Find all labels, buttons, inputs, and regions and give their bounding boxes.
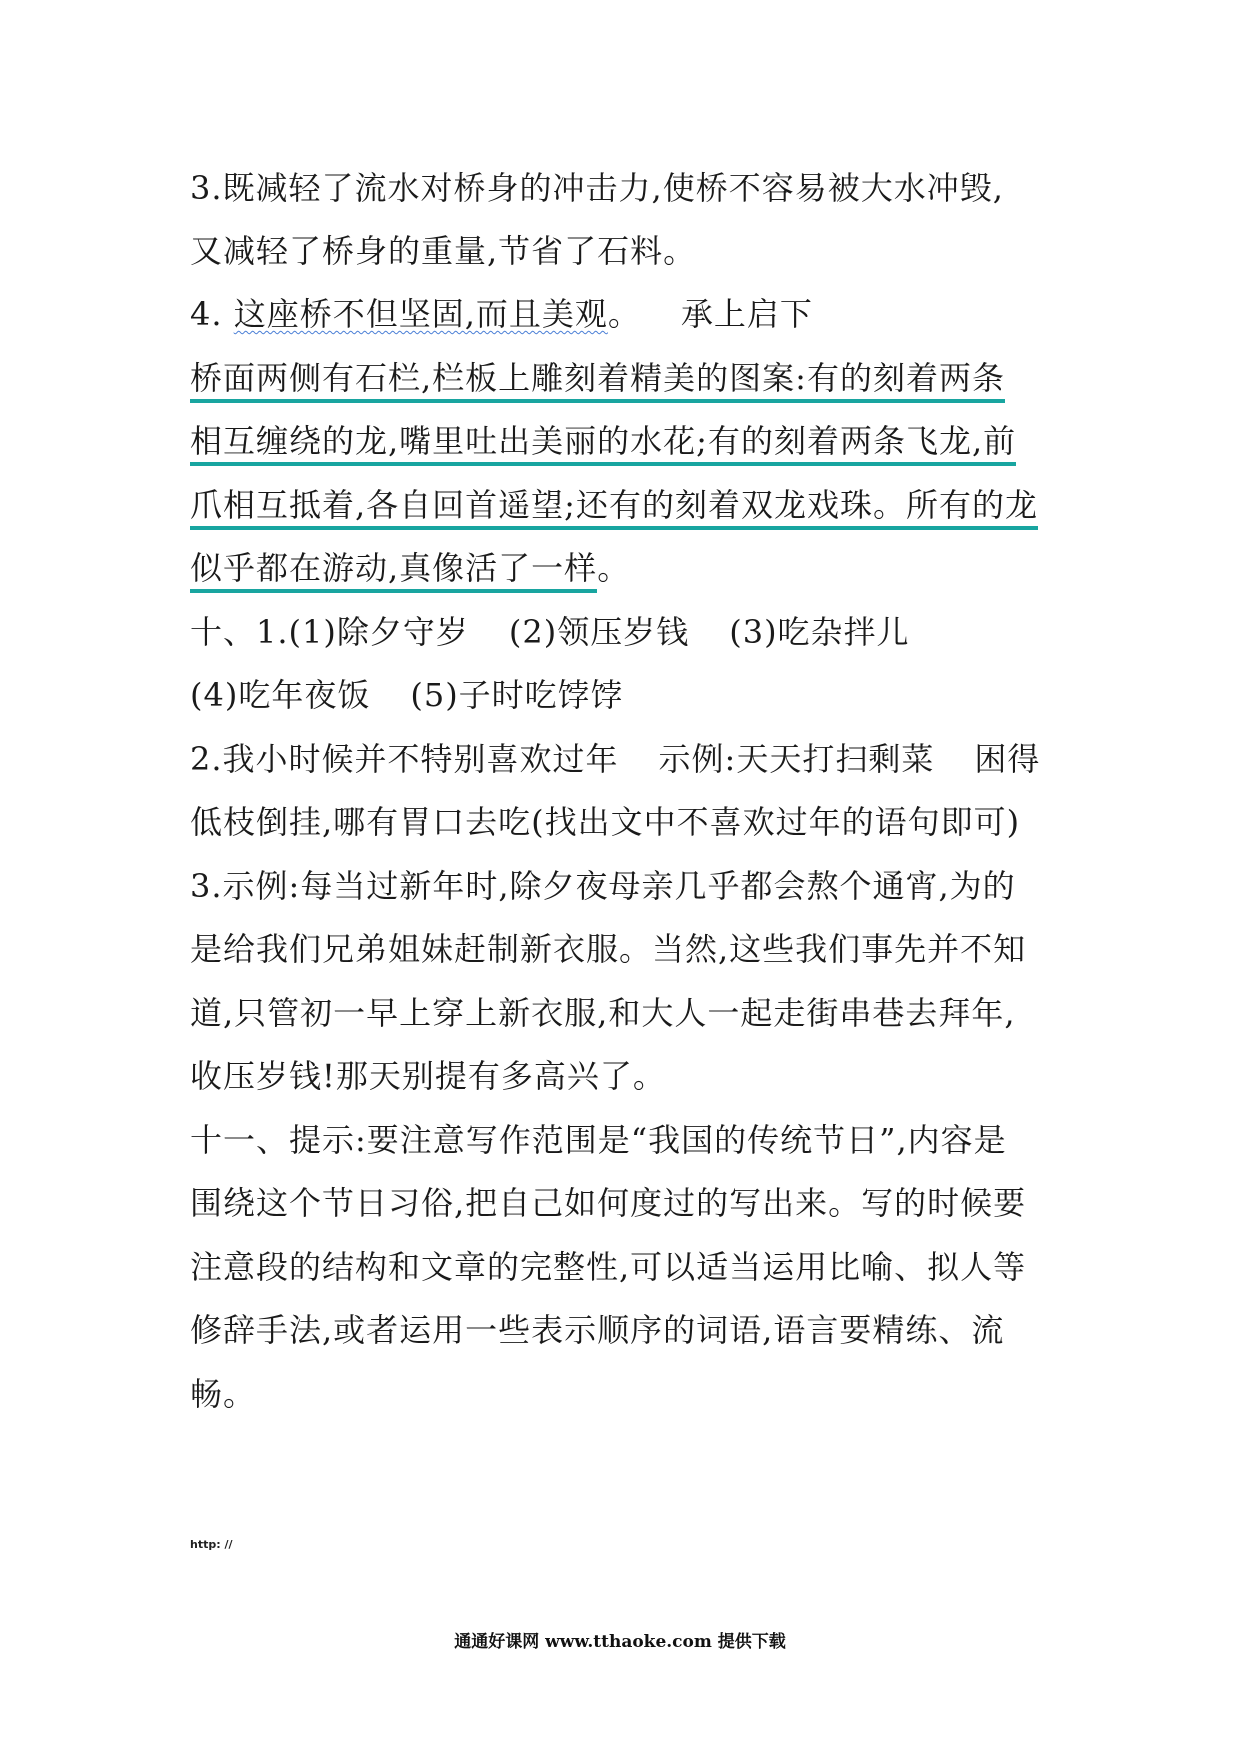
page-footer: 通通好课网 www.tthaoke.com 提供下载 <box>454 1632 786 1652</box>
answer-line-1: 3.既减轻了流水对桥身的冲击力,使桥不容易被大水冲毁, <box>190 169 1004 207</box>
highlighted-line-2 <box>190 421 1016 461</box>
answer-line-11: 低枝倒挂,哪有胃口去吃(找出文中不喜欢过年的语句即可) <box>190 803 1021 841</box>
answer-line-2: 又减轻了桥身的重量,节省了石料。 <box>190 232 697 270</box>
answer-line-16: 十一、提示:要注意写作范围是“我国的传统节日”,内容是 <box>190 1121 1007 1159</box>
answer-line-9: (4)吃年夜饭 (5)子时吃饽饽 <box>190 676 624 714</box>
highlighted-text: 相互缠绕的龙,嘴里吐出美丽的水花;有的刻着两条飞龙,前 <box>190 422 1016 466</box>
highlighted-line-4: 似乎都在游动,真像活了一样。 <box>190 548 630 588</box>
answer-line-19: 修辞手法,或者运用一些表示顺序的词语,语言要精练、流 <box>190 1311 1005 1349</box>
highlighted-text: 似乎都在游动,真像活了一样 <box>190 549 597 593</box>
answer-line-8: 十、1.(1)除夕守岁 (2)领压岁钱 (3)吃杂拌儿 <box>190 613 910 651</box>
answer-line-13: 是给我们兄弟姐妹赶制新衣服。当然,这些我们事先并不知 <box>190 930 1027 968</box>
highlighted-text: 桥面两侧有石栏,栏板上雕刻着精美的图案:有的刻着两条 <box>190 359 1005 403</box>
answer-line-18: 注意段的结构和文章的完整性,可以适当运用比喻、拟人等 <box>190 1248 1027 1286</box>
highlighted-text: 爪相互抵着,各自回首遥望;还有的刻着双龙戏珠。所有的龙 <box>190 486 1038 530</box>
answer-line-17: 围绕这个节日习俗,把自己如何度过的写出来。写的时候要 <box>190 1184 1027 1222</box>
answer-line-14: 道,只管初一早上穿上新衣服,和大人一起走街串巷去拜年, <box>190 994 1016 1032</box>
answer-line-3: 4. 这座桥不但坚固,而且美观。 承上启下 <box>190 295 813 333</box>
answer-line-15: 收压岁钱!那天别提有多高兴了。 <box>190 1057 666 1095</box>
answer-line-10: 2.我小时候并不特别喜欢过年 示例:天天打扫剩菜 困得 <box>190 740 1041 778</box>
answer-line-12: 3.示例:每当过新年时,除夕夜母亲几乎都会熬个通宵,为的 <box>190 867 1016 905</box>
answer-line-20: 畅。 <box>190 1375 257 1413</box>
highlighted-line-1 <box>190 358 1005 398</box>
wavy-underlined-text: 这座桥不但坚固,而且美观 <box>233 295 608 333</box>
url-label: http: // <box>190 1538 233 1551</box>
highlighted-line-3 <box>190 485 1038 525</box>
